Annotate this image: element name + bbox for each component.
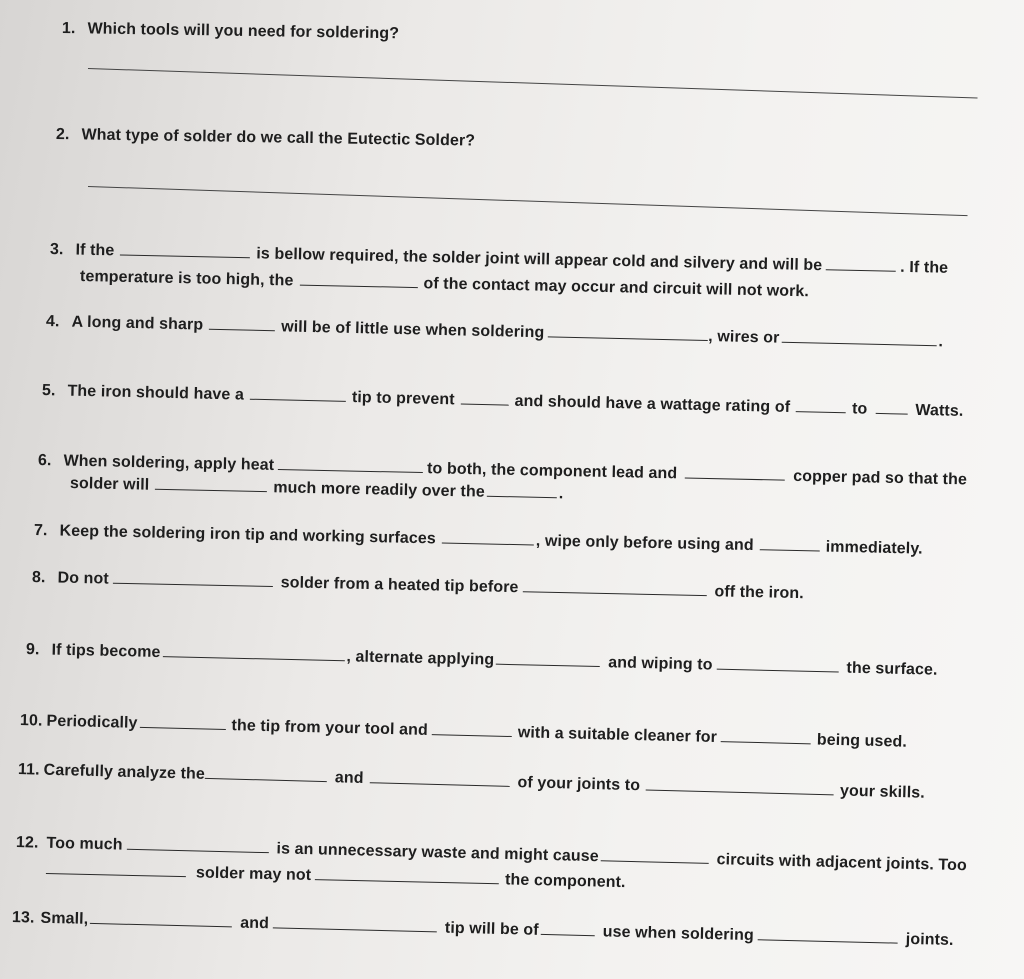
blank[interactable] [760,536,820,551]
question-10 [20,711,907,752]
question-12-line-2 [46,860,626,892]
text-fragment: If tips become [51,641,161,662]
question-13 [12,908,954,950]
question-11 [18,760,925,803]
blank[interactable] [548,323,708,341]
question-number: 12. [15,834,39,852]
question-number: 5. [41,382,56,400]
text-fragment: is bellow required, the solder joint will appear cold and silvery and will be [256,245,823,275]
blank[interactable] [273,914,437,932]
blank[interactable] [487,483,557,498]
text-fragment: solder may not [195,864,312,885]
question-number: 1. [61,20,76,38]
text-fragment: Carefully analyze the [43,761,206,783]
text-fragment: copper pad so that the [793,467,968,489]
blank[interactable] [685,465,785,481]
question-4 [46,312,943,351]
question-number: 7. [33,522,48,540]
text-fragment: the component. [504,871,626,892]
text-fragment: , alternate applying [346,648,495,669]
question-5 [42,381,964,421]
text-fragment: The iron should have a [67,382,245,404]
question-text: Which tools will you need for soldering? [87,20,400,43]
blank[interactable] [496,651,600,667]
blank[interactable] [875,400,907,415]
blank[interactable] [209,316,275,331]
text-fragment: Too much [46,834,123,854]
text-fragment: will be of little use when soldering [280,318,545,342]
text-fragment: , wires or [708,328,780,347]
text-fragment: . [938,333,944,351]
blank[interactable] [120,241,250,258]
text-fragment: and [240,914,270,933]
blank[interactable] [432,721,512,737]
answer-line-2[interactable] [88,186,968,216]
text-fragment: If the [75,241,115,260]
blank[interactable] [826,256,896,271]
blank[interactable] [299,272,417,288]
blank[interactable] [126,836,268,853]
text-fragment: A long and sharp [71,313,204,334]
blank[interactable] [139,714,225,730]
blank[interactable] [155,476,267,492]
text-fragment: to both, the component lead and [426,460,678,483]
blank[interactable] [461,391,509,406]
text-fragment: solder will [69,475,150,494]
question-number: 8. [31,569,46,587]
blank[interactable] [721,728,811,744]
text-fragment: Small, [40,909,89,928]
text-fragment: Periodically [46,712,138,732]
question-number: 11. [17,761,40,779]
blank[interactable] [205,765,327,782]
text-fragment: tip to prevent [351,389,455,409]
text-fragment: circuits with adjacent joints. Too [716,851,968,875]
text-fragment: much more readily over the [273,479,485,501]
blank[interactable] [716,656,838,673]
text-fragment: of the contact may occur and circuit will not work. [423,275,810,301]
question-number: 4. [45,313,60,331]
blank[interactable] [522,578,706,596]
question-number: 9. [25,641,40,659]
blank[interactable] [442,530,534,546]
text-fragment: temperature is too high, the [79,268,294,290]
text-fragment: and [334,769,364,788]
blank[interactable] [113,570,273,587]
question-2 [56,126,475,151]
text-fragment: joints. [905,930,954,950]
text-fragment: with a suitable cleaner for [517,724,718,747]
text-fragment: and should have a wattage rating of [514,392,791,416]
blank[interactable] [796,398,846,413]
text-fragment: your skills. [839,782,925,802]
text-fragment: tip will be of [444,919,539,939]
question-8 [32,568,804,603]
blank[interactable] [162,643,344,661]
text-fragment: the surface. [846,659,938,679]
blank[interactable] [758,926,898,943]
question-1 [62,20,399,43]
blank[interactable] [278,456,423,473]
blank[interactable] [315,866,499,884]
question-number: 3. [49,241,64,259]
blank[interactable] [646,776,834,795]
blank[interactable] [369,769,509,787]
text-fragment: Do not [57,569,109,588]
text-fragment: of your joints to [517,774,641,795]
text-fragment: solder from a heated tip before [280,574,519,597]
text-fragment: is an unnecessary waste and might cause [276,840,599,866]
question-number: 2. [55,126,70,144]
blank[interactable] [90,910,232,927]
text-fragment: being used. [816,731,908,751]
text-fragment: off the iron. [714,583,804,603]
text-fragment: Watts. [915,401,964,420]
blank[interactable] [250,386,346,402]
blank[interactable] [781,329,936,347]
blank[interactable] [46,860,186,877]
text-fragment: and wiping to [608,654,713,674]
text-fragment: . If the [900,258,949,277]
question-text: What type of solder do we call the Eutectic Solder? [81,126,476,150]
question-9 [26,640,938,680]
answer-line-1[interactable] [88,68,978,99]
text-fragment: Keep the soldering iron tip and working surfaces [59,522,437,548]
text-fragment: immediately. [825,538,923,558]
text-fragment: When soldering, apply heat [63,452,275,474]
blank[interactable] [601,847,709,864]
text-fragment: to [851,400,868,418]
text-fragment: the tip from your tool and [231,717,429,739]
blank[interactable] [541,921,595,936]
question-number: 13. [11,909,35,927]
question-number: 10. [19,712,43,730]
question-7 [34,521,923,559]
text-fragment: use when soldering [602,923,755,945]
text-fragment: . [558,485,564,503]
question-number: 6. [37,452,52,470]
text-fragment: , wipe only before using and [535,532,754,555]
